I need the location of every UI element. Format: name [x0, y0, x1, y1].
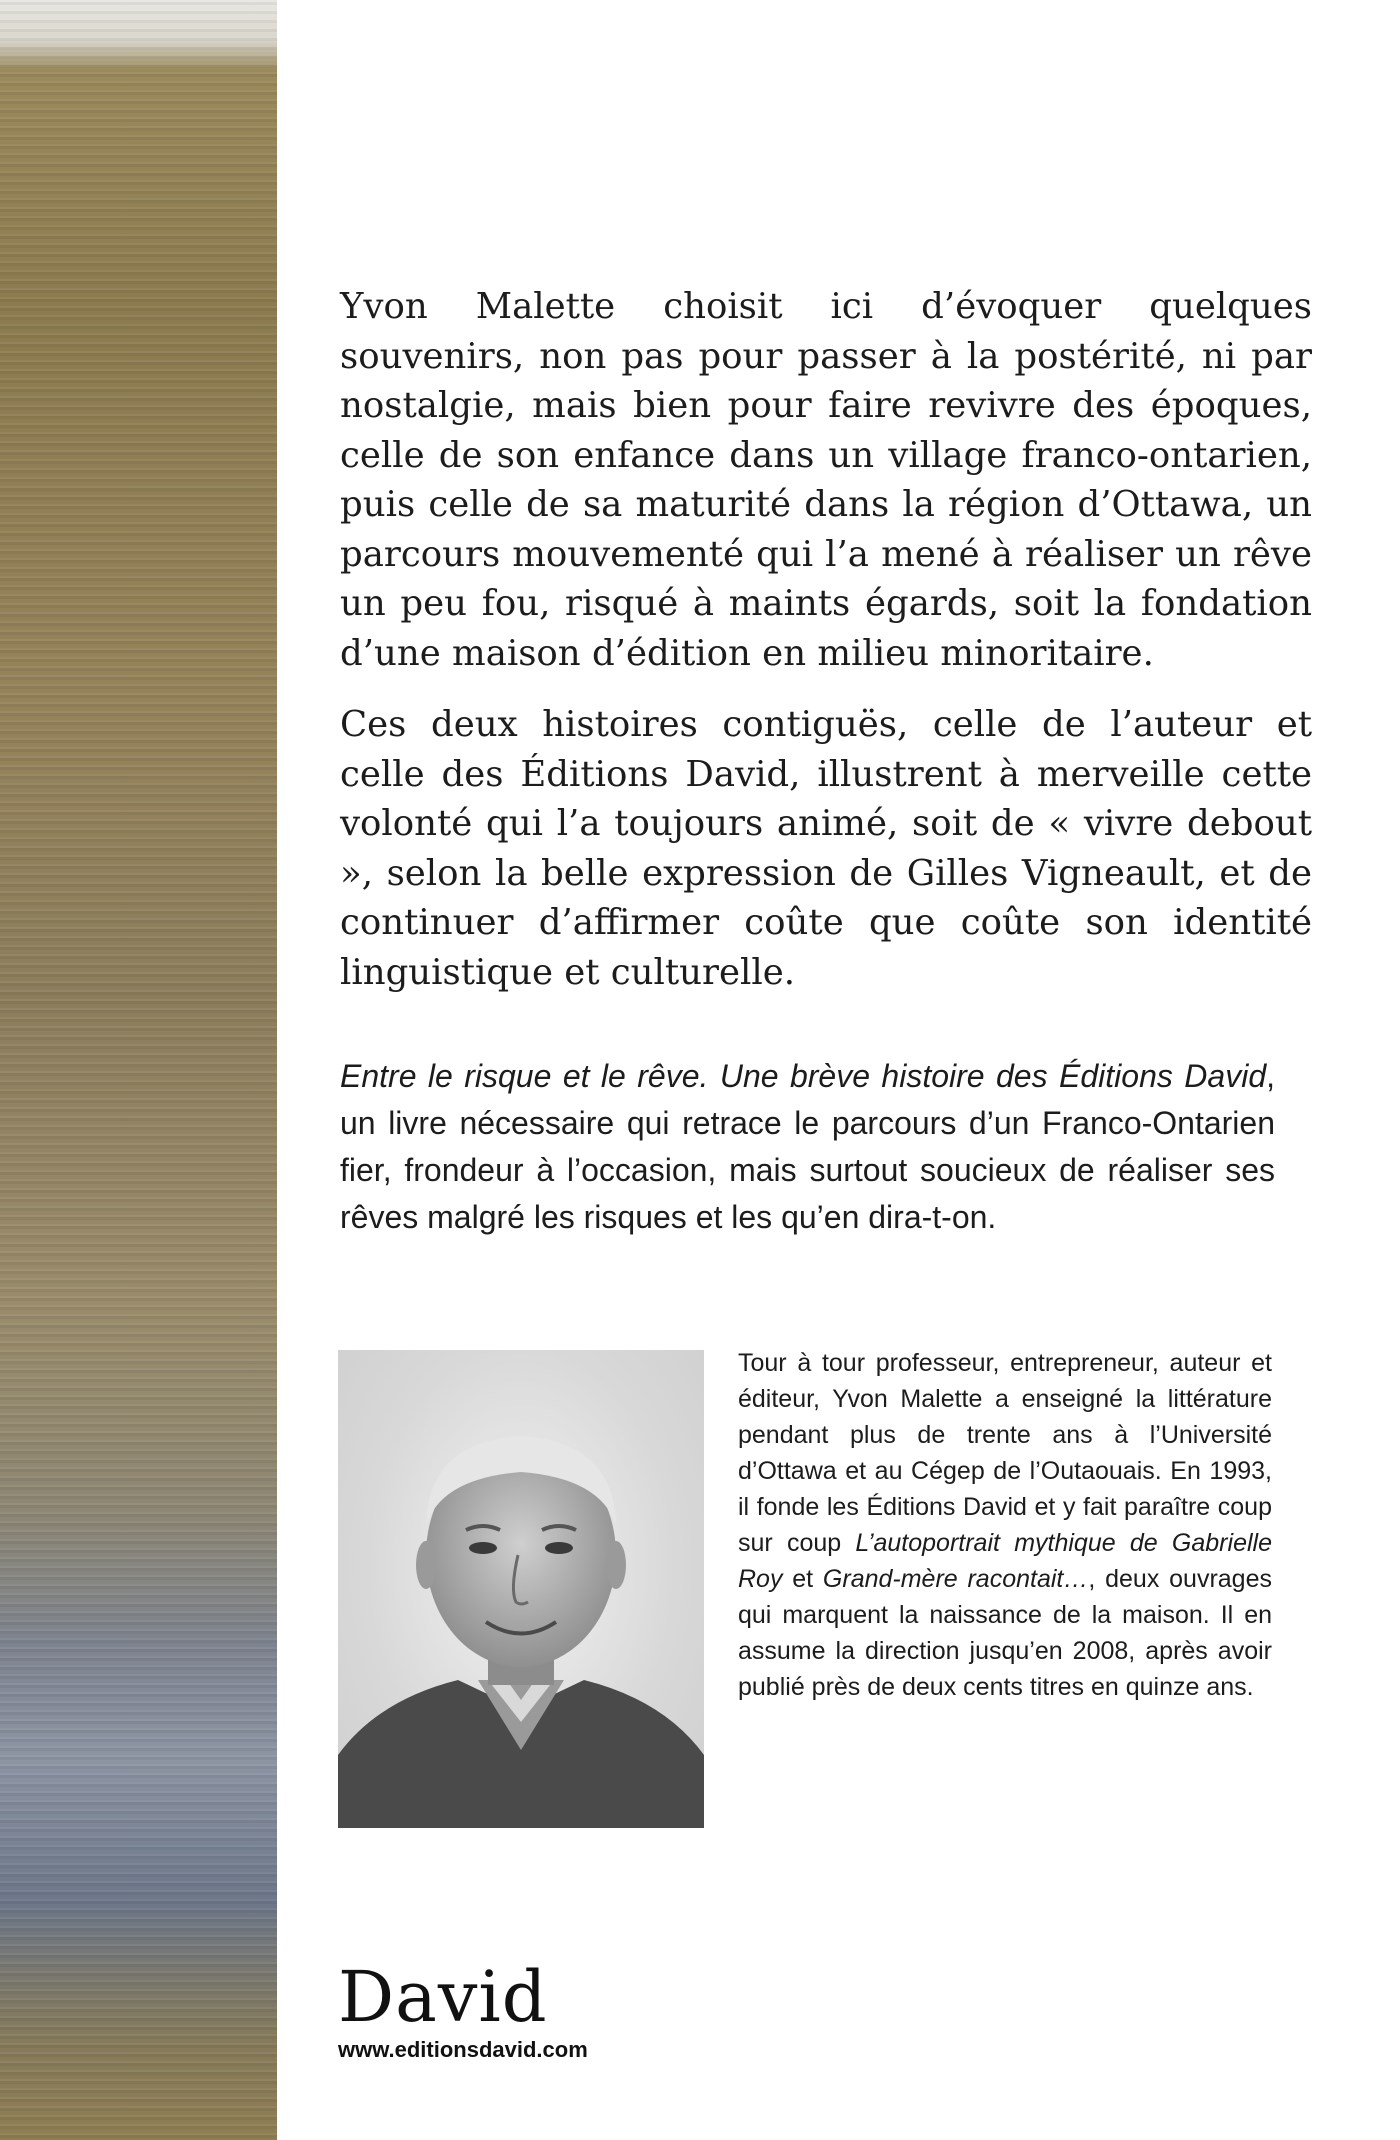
- bio-text-3: , deux ouvrages qui marquent la naissance de la maison. Il en assume la direction jusqu’en 2008, après avoir publié près de deux cents titres en quinze ans.: [738, 1565, 1272, 1701]
- author-portrait-illustration: [338, 1350, 704, 1828]
- bio-book-title-2: Grand-mère racontait…: [822, 1565, 1089, 1593]
- intro-paragraph-1: Yvon Malette choisit ici d’évoquer quelques souvenirs, non pas pour passer à la postérité, ni par nostalgie, mais bien pour faire revivre des époques, celle de son enfance dans un village franco-ontarien, puis celle de sa maturité dans la région d’Ottawa, un parcours mouvementé qui l’a mené à réaliser un rêve un peu fou, risqué à maints égards, soit la fondation d’une maison d’édition en milieu minoritaire.: [340, 286, 1312, 674]
- intro-paragraph-2: Ces deux histoires contiguës, celle de l’auteur et celle des Éditions David, illustrent à merveille cette volonté qui l’a toujours animé, soit de « vivre debout », selon la belle expression de Gilles Vigneault, et de continuer d’affirmer coûte que coûte son identité linguistique et culturelle.: [340, 704, 1312, 993]
- author-photo: [338, 1350, 704, 1828]
- blurb-text: , un livre nécessaire qui retrace le parcours d’un Franco-Ontarien fier, frondeur à l’occasion, mais surtout soucieux de réaliser ses rêves malgré les risques et les qu’en dira-t-on.: [340, 1058, 1275, 1235]
- intro-text: [340, 282, 1312, 1019]
- cover-art-strip: [0, 0, 277, 2140]
- author-bio: [738, 1345, 1272, 1705]
- bio-text-1: Tour à tour professeur, entrepreneur, auteur et éditeur, Yvon Malette a enseigné la littérature pendant plus de trente ans à l’Université d’Ottawa et au Cégep de l’Outaouais. En 1993, il fonde les Éditions David et y fait paraître coup sur coup: [738, 1349, 1272, 1557]
- bio-book-title-1: L’autoportrait mythique de Gabrielle Roy: [738, 1529, 1272, 1593]
- book-title: Entre le risque et le rêve. Une brève histoire des Éditions David: [340, 1058, 1267, 1094]
- publisher-url[interactable]: www.editionsdavid.com: [338, 2037, 588, 2062]
- book-blurb: [340, 1053, 1275, 1241]
- publisher-logo: David: [338, 1956, 548, 2038]
- bio-text-2: et: [782, 1565, 823, 1593]
